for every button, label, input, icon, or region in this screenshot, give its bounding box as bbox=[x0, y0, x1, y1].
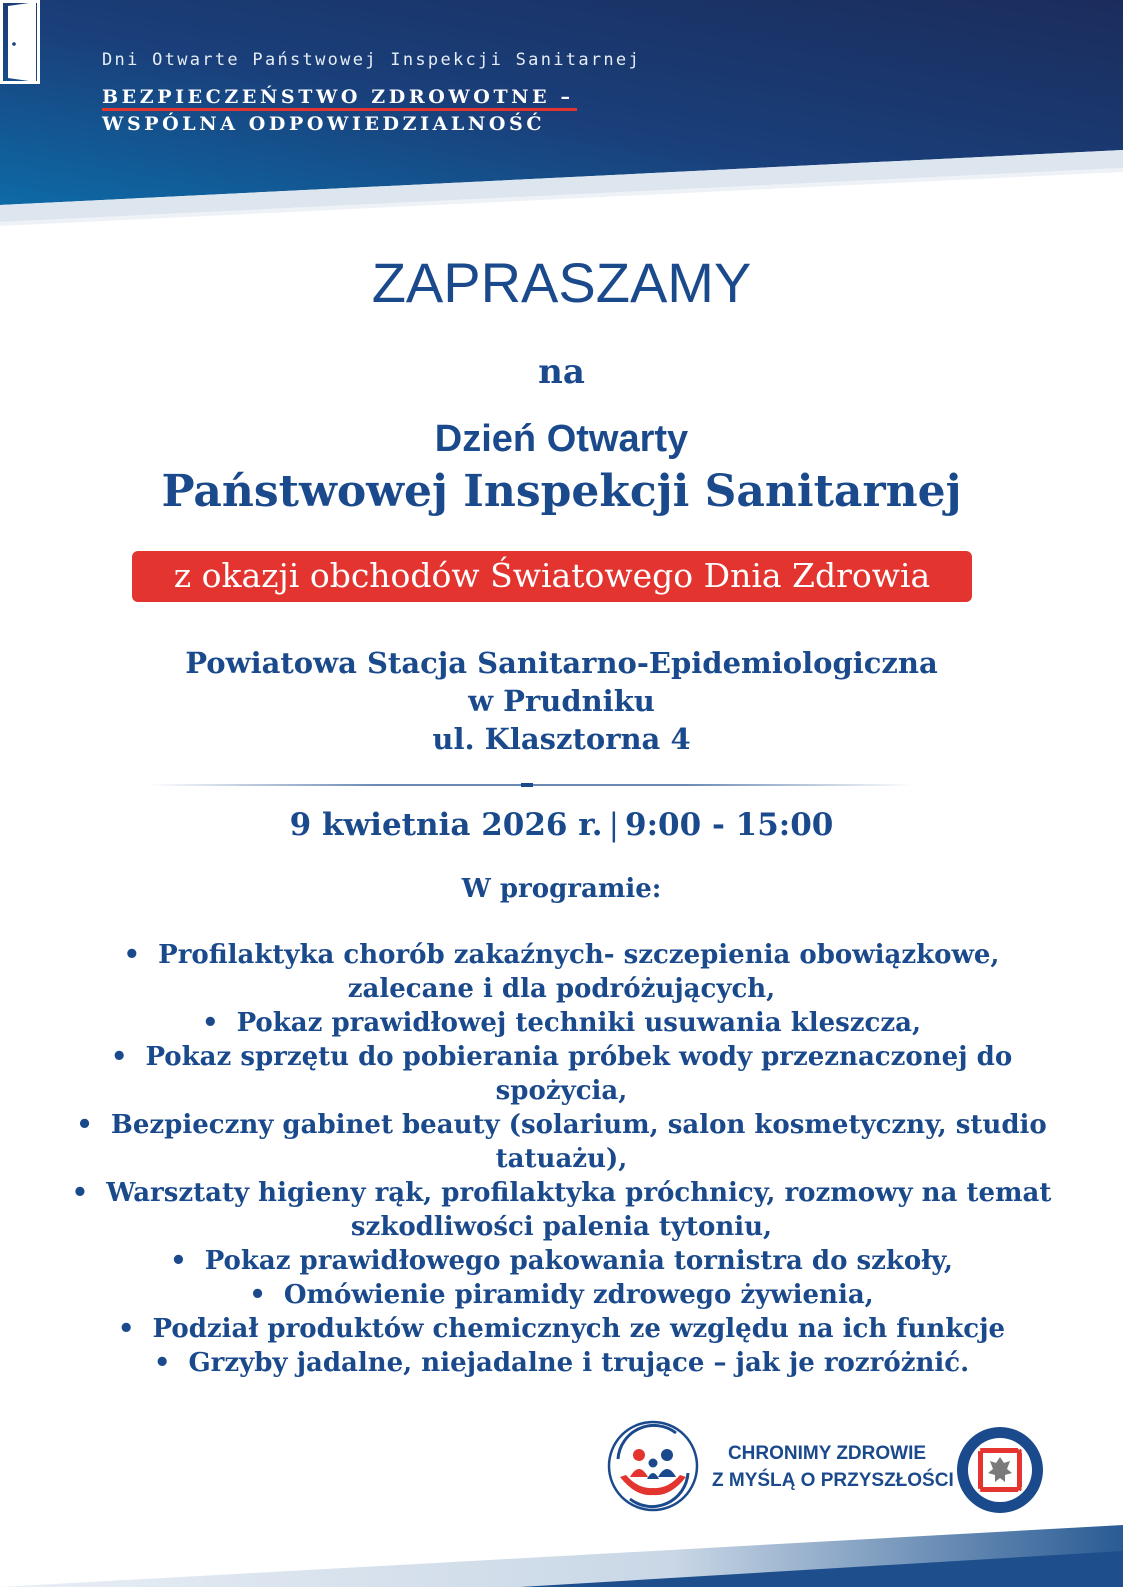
program-item bbox=[60, 1346, 1063, 1380]
bullet-icon: • bbox=[170, 1246, 187, 1276]
program-item bbox=[60, 1312, 1063, 1346]
campaign-underline bbox=[102, 108, 577, 111]
program-item-text: Pokaz prawidłowej techniki usuwania kleszcza, bbox=[236, 1008, 922, 1038]
bullet-icon: • bbox=[71, 1178, 89, 1208]
program-item-text: Podział produktów chemicznych ze względu na ich funkcje bbox=[152, 1314, 1006, 1344]
program-item bbox=[60, 1278, 1063, 1312]
program-item-text: Grzyby jadalne, niejadalne i trujące – jak je rozróżnić. bbox=[188, 1348, 970, 1378]
invitation-na: na bbox=[538, 352, 585, 392]
event-name-line-2: Państwowej Inspekcji Sanitarnej bbox=[161, 466, 962, 517]
program-item-text: Warsztaty higieny rąk, profilaktyka próchnicy, rozmowy na temat szkodliwości palenia tytoniu, bbox=[106, 1178, 1052, 1242]
door-icon bbox=[0, 0, 40, 84]
program-title: W programie: bbox=[461, 874, 662, 904]
location-city: w Prudniku bbox=[468, 684, 655, 718]
bullet-icon: • bbox=[110, 1042, 128, 1072]
campaign-line-1: BEZPIECZEŃSTWO ZDROWOTNE – bbox=[102, 86, 574, 108]
slogan-line-2: Z MYŚLĄ O PRZYSZŁOŚCI bbox=[712, 1470, 954, 1491]
bullet-icon: • bbox=[123, 940, 141, 970]
family-hands-logo bbox=[606, 1419, 700, 1513]
program-item bbox=[60, 1108, 1063, 1176]
slogan-line-1: CHRONIMY ZDROWIE bbox=[727, 1443, 927, 1464]
occasion-banner bbox=[132, 551, 972, 602]
divider-accent bbox=[521, 783, 533, 787]
event-name-line-1: Dzień Otwarty bbox=[434, 418, 689, 460]
program-item bbox=[60, 1006, 1063, 1040]
event-hours: 9:00 - 15:00 bbox=[625, 807, 834, 843]
bullet-icon: • bbox=[76, 1110, 93, 1140]
program-item bbox=[60, 1176, 1063, 1244]
header-subtitle: Dni Otwarte Państwowej Inspekcji Sanitarnej bbox=[102, 50, 641, 70]
location-street: ul. Klasztorna 4 bbox=[432, 722, 691, 756]
date-separator: | bbox=[608, 807, 620, 843]
program-list bbox=[60, 938, 1063, 1380]
bullet-icon: • bbox=[249, 1280, 266, 1310]
occasion-text: z okazji obchodów Światowego Dnia Zdrowia bbox=[173, 556, 931, 595]
program-item-text: Pokaz sprzętu do pobierania próbek wody przeznaczonej do spożycia, bbox=[145, 1042, 1013, 1106]
pis-seal-logo bbox=[955, 1425, 1045, 1515]
program-item-text: Omówienie piramidy zdrowego żywienia, bbox=[283, 1280, 874, 1310]
bullet-icon: • bbox=[153, 1348, 171, 1378]
page-title: ZAPRASZAMY bbox=[371, 251, 752, 314]
bullet-icon: • bbox=[201, 1008, 219, 1038]
program-item bbox=[60, 938, 1063, 1006]
program-item bbox=[60, 1040, 1063, 1108]
campaign-line-2: WSPÓLNA ODPOWIEDZIALNOŚĆ bbox=[102, 113, 546, 135]
bullet-icon: • bbox=[117, 1314, 135, 1344]
program-item bbox=[60, 1244, 1063, 1278]
location-name: Powiatowa Stacja Sanitarno-Epidemiologiczna bbox=[185, 646, 938, 680]
program-item-text: Pokaz prawidłowego pakowania tornistra do szkoły, bbox=[204, 1246, 953, 1276]
header-banner bbox=[0, 0, 1123, 230]
program-item-text: Bezpieczny gabinet beauty (solarium, salon kosmetyczny, studio tatuażu), bbox=[110, 1110, 1047, 1174]
footer-band bbox=[0, 1525, 1123, 1587]
program-item-text: Profilaktyka chorób zakaźnych- szczepienia obowiązkowe, zalecane i dla podróżujących, bbox=[158, 940, 1000, 1004]
event-date: 9 kwietnia 2026 r. bbox=[289, 807, 603, 843]
event-datetime bbox=[0, 807, 1123, 843]
